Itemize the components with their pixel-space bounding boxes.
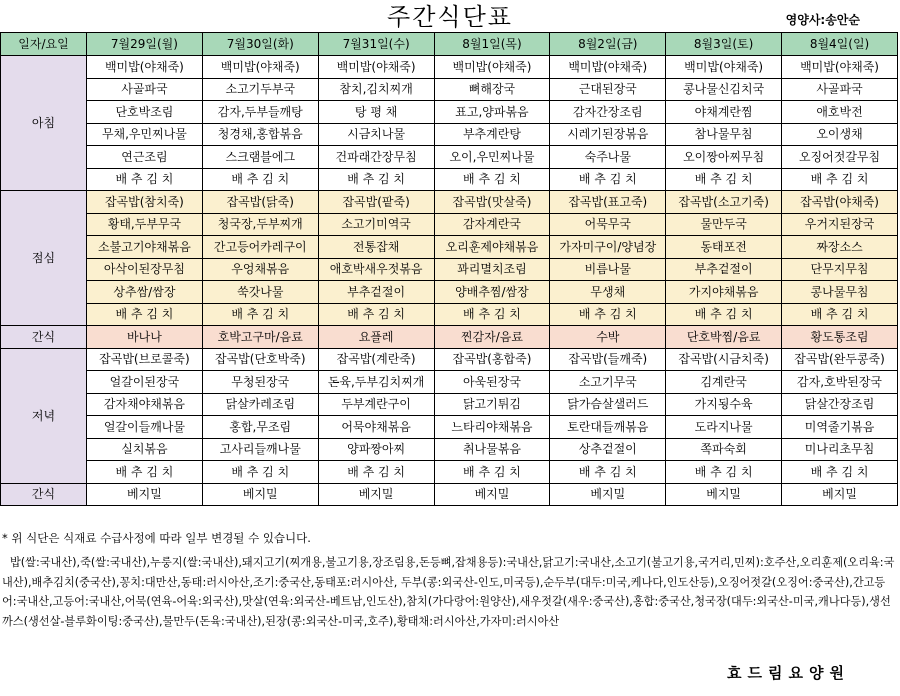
menu-cell: 베지밀 — [318, 483, 434, 506]
menu-cell: 어묵무국 — [550, 213, 666, 236]
menu-cell: 바나나 — [87, 326, 203, 349]
origin-text: 밥(쌀:국내산),죽(쌀:국내산),누룽지(쌀:국내산),돼지고기(찌개용,불고기용,장조림용,돈등뼈,잡채용등):국내산,닭고기:국내산,소고기(불고기용,국거리,민찌):호주산,오리훈제(오리육:국내산),배추김치(중국산),꽁치:대만산,동태:러시아산,조기:중국산,동태포:러시아산, 두부(콩:외국산-인도,미국등),순두부(대두:미국,케나다,인도산등),오징어젓갈(오징어:중국산),간고등어:국내산,고등어:국내산,어묵(연육-어육:외국산),맛살(연육:외국산-베트남,인도산),참치(가다랑어:원양산),새우젓갈(새우:중국산),홍합:중국산,청국장(대두:외국산-미국,캐나다등),생선까스(생선살-블루화이팅:중국산),물만두(돈육:국내산),된장(콩:외국산-미국,호주),황태채:러시아산,가자미:러시아산 — [2, 556, 895, 628]
menu-cell: 배 추 김 치 — [782, 168, 898, 191]
header-cell: 7월29일(월) — [87, 33, 203, 56]
menu-cell: 아삭이된장무침 — [87, 258, 203, 281]
menu-cell: 표고,양파볶음 — [434, 101, 550, 124]
menu-cell: 꽈리멸치조림 — [434, 258, 550, 281]
menu-cell: 잡곡밥(단호박죽) — [202, 348, 318, 371]
menu-cell: 오이,우민찌나물 — [434, 146, 550, 169]
menu-cell: 배 추 김 치 — [550, 303, 666, 326]
menu-cell: 아욱된장국 — [434, 371, 550, 394]
menu-cell: 황태,두부무국 — [87, 213, 203, 236]
menu-cell: 배 추 김 치 — [550, 461, 666, 484]
menu-row — [1, 303, 898, 326]
menu-cell: 배 추 김 치 — [318, 461, 434, 484]
menu-cell: 소고기두부국 — [202, 78, 318, 101]
menu-row — [1, 416, 898, 439]
meal-label: 점심 — [1, 191, 87, 326]
menu-row — [1, 78, 898, 101]
menu-cell: 백미밥(야채죽) — [782, 56, 898, 79]
menu-cell: 얼갈이된장국 — [87, 371, 203, 394]
menu-cell: 부추겉절이 — [666, 258, 782, 281]
menu-cell: 가자미구이/양념장 — [550, 236, 666, 259]
menu-cell: 잡곡밥(완두콩죽) — [782, 348, 898, 371]
menu-cell: 청경채,홍합볶음 — [202, 123, 318, 146]
menu-cell: 잡곡밥(홍합죽) — [434, 348, 550, 371]
menu-cell: 잡곡밥(브로콜죽) — [87, 348, 203, 371]
menu-cell: 요플레 — [318, 326, 434, 349]
menu-cell: 잡곡밥(시금치죽) — [666, 348, 782, 371]
page-title: 주간식단표 — [387, 3, 513, 31]
menu-cell: 감자,두부들깨탕 — [202, 101, 318, 124]
menu-row — [1, 348, 898, 371]
menu-cell: 탕 평 채 — [318, 101, 434, 124]
menu-cell: 배 추 김 치 — [318, 303, 434, 326]
header-cell: 8월1일(목) — [434, 33, 550, 56]
menu-cell: 얼갈이들깨나물 — [87, 416, 203, 439]
menu-cell: 고사리들깨나물 — [202, 438, 318, 461]
menu-cell: 소고기미역국 — [318, 213, 434, 236]
menu-cell: 소불고기야채볶음 — [87, 236, 203, 259]
meal-label: 저녁 — [1, 348, 87, 483]
menu-cell: 근대된장국 — [550, 78, 666, 101]
menu-cell: 동태포전 — [666, 236, 782, 259]
menu-cell: 잡곡밥(들깨죽) — [550, 348, 666, 371]
menu-cell: 가지됭수육 — [666, 393, 782, 416]
menu-cell: 우거지된장국 — [782, 213, 898, 236]
menu-cell: 백미밥(야채죽) — [434, 56, 550, 79]
menu-row — [1, 168, 898, 191]
menu-cell: 토란대들깨볶음 — [550, 416, 666, 439]
menu-cell: 부추계란탕 — [434, 123, 550, 146]
menu-cell: 사골파국 — [87, 78, 203, 101]
menu-cell: 양배추찜/쌈장 — [434, 281, 550, 304]
menu-cell: 뼈해장국 — [434, 78, 550, 101]
menu-row — [1, 371, 898, 394]
menu-cell: 배 추 김 치 — [434, 303, 550, 326]
menu-cell: 청국장,두부찌개 — [202, 213, 318, 236]
menu-cell: 야채계란찜 — [666, 101, 782, 124]
menu-cell: 숙주나물 — [550, 146, 666, 169]
menu-cell: 베지밀 — [434, 483, 550, 506]
menu-cell: 배 추 김 치 — [202, 168, 318, 191]
menu-cell: 간고등어카레구이 — [202, 236, 318, 259]
menu-cell: 느타리야채볶음 — [434, 416, 550, 439]
menu-cell: 비름나물 — [550, 258, 666, 281]
menu-cell: 소고기무국 — [550, 371, 666, 394]
header-cell: 7월31일(수) — [318, 33, 434, 56]
menu-cell: 무생채 — [550, 281, 666, 304]
menu-cell: 단호박찜/음료 — [666, 326, 782, 349]
menu-cell: 짜장소스 — [782, 236, 898, 259]
menu-cell: 상추쌈/쌈장 — [87, 281, 203, 304]
menu-cell: 잡곡밥(계란죽) — [318, 348, 434, 371]
menu-cell: 백미밥(야채죽) — [87, 56, 203, 79]
menu-row — [1, 393, 898, 416]
menu-cell: 닭고기튀김 — [434, 393, 550, 416]
menu-cell: 잡곡밥(팥죽) — [318, 191, 434, 214]
menu-cell: 베지밀 — [782, 483, 898, 506]
menu-cell: 가지야채볶음 — [666, 281, 782, 304]
menu-cell: 콩나물신김치국 — [666, 78, 782, 101]
menu-row — [1, 101, 898, 124]
menu-row — [1, 236, 898, 259]
menu-cell: 건파래간장무침 — [318, 146, 434, 169]
menu-cell: 베지밀 — [550, 483, 666, 506]
menu-cell: 배 추 김 치 — [434, 168, 550, 191]
menu-cell: 배 추 김 치 — [666, 303, 782, 326]
menu-cell: 찐감자/음료 — [434, 326, 550, 349]
menu-cell: 단호박조림 — [87, 101, 203, 124]
menu-cell: 배 추 김 치 — [87, 168, 203, 191]
header-cell: 일자/요일 — [1, 33, 87, 56]
menu-cell: 어묵야채볶음 — [318, 416, 434, 439]
menu-cell: 감자계란국 — [434, 213, 550, 236]
menu-cell: 오리훈제야채볶음 — [434, 236, 550, 259]
menu-row — [1, 123, 898, 146]
menu-cell: 시레기된장볶음 — [550, 123, 666, 146]
menu-cell: 연근조림 — [87, 146, 203, 169]
menu-row — [1, 146, 898, 169]
menu-cell: 닭살간장조림 — [782, 393, 898, 416]
menu-cell: 닭살카레조림 — [202, 393, 318, 416]
menu-cell: 감자채야채볶음 — [87, 393, 203, 416]
meal-label: 간식 — [1, 326, 87, 349]
menu-cell: 배 추 김 치 — [782, 461, 898, 484]
menu-cell: 상추겉절이 — [550, 438, 666, 461]
menu-cell: 감자,호박된장국 — [782, 371, 898, 394]
menu-cell: 콩나물무침 — [782, 281, 898, 304]
menu-cell: 미역줄기볶음 — [782, 416, 898, 439]
menu-cell: 단무지무침 — [782, 258, 898, 281]
menu-cell: 두부계란구이 — [318, 393, 434, 416]
menu-cell: 호박고구마/음료 — [202, 326, 318, 349]
menu-cell: 배 추 김 치 — [202, 303, 318, 326]
menu-row — [1, 326, 898, 349]
menu-cell: 전통잡채 — [318, 236, 434, 259]
meal-label: 간식 — [1, 483, 87, 506]
menu-row — [1, 483, 898, 506]
menu-cell: 배 추 김 치 — [87, 303, 203, 326]
menu-cell: 참나물무침 — [666, 123, 782, 146]
menu-cell: 백미밥(야채죽) — [666, 56, 782, 79]
menu-cell: 백미밥(야채죽) — [202, 56, 318, 79]
menu-cell: 미나리초무침 — [782, 438, 898, 461]
menu-cell: 도라지나물 — [666, 416, 782, 439]
menu-cell: 홍합,무조림 — [202, 416, 318, 439]
menu-cell: 무청된장국 — [202, 371, 318, 394]
menu-cell: 돈육,두부김치찌개 — [318, 371, 434, 394]
facility-name: 효드림요양원 — [727, 664, 850, 682]
header-cell: 8월2일(금) — [550, 33, 666, 56]
menu-cell: 백미밥(야채죽) — [550, 56, 666, 79]
weekly-menu-table — [0, 32, 898, 506]
header-row — [1, 33, 898, 56]
menu-cell: 배 추 김 치 — [318, 168, 434, 191]
menu-cell: 베지밀 — [202, 483, 318, 506]
menu-cell: 배 추 김 치 — [550, 168, 666, 191]
menu-row — [1, 461, 898, 484]
menu-cell: 오이짱아찌무침 — [666, 146, 782, 169]
menu-cell: 김계란국 — [666, 371, 782, 394]
menu-row — [1, 258, 898, 281]
menu-cell: 배 추 김 치 — [666, 168, 782, 191]
menu-row — [1, 281, 898, 304]
header-cell: 7월30일(화) — [202, 33, 318, 56]
menu-cell: 잡곡밥(닭죽) — [202, 191, 318, 214]
menu-cell: 닭가슴살샐러드 — [550, 393, 666, 416]
menu-cell: 무채,우민찌나물 — [87, 123, 203, 146]
menu-cell: 애호박새우젓볶음 — [318, 258, 434, 281]
menu-cell: 취나물볶음 — [434, 438, 550, 461]
menu-cell: 사골파국 — [782, 78, 898, 101]
menu-row — [1, 438, 898, 461]
menu-cell: 우엉채볶음 — [202, 258, 318, 281]
menu-cell: 잡곡밥(맛살죽) — [434, 191, 550, 214]
menu-cell: 베지밀 — [666, 483, 782, 506]
menu-cell: 백미밥(야채죽) — [318, 56, 434, 79]
menu-cell: 실치볶음 — [87, 438, 203, 461]
menu-row — [1, 213, 898, 236]
menu-cell: 물만두국 — [666, 213, 782, 236]
menu-cell: 잡곡밥(야채죽) — [782, 191, 898, 214]
notice-text: * 위 식단은 식재료 수급사정에 따라 일부 변경될 수 있습니다. — [2, 531, 311, 545]
menu-cell: 잡곡밥(참치죽) — [87, 191, 203, 214]
menu-cell: 오징어젓갈무침 — [782, 146, 898, 169]
menu-cell: 쑥갓나물 — [202, 281, 318, 304]
menu-cell: 배 추 김 치 — [87, 461, 203, 484]
menu-cell: 배 추 김 치 — [666, 461, 782, 484]
nutritionist-label: 영양사:송안순 — [785, 13, 860, 27]
menu-cell: 배 추 김 치 — [202, 461, 318, 484]
menu-cell: 잡곡밥(표고죽) — [550, 191, 666, 214]
menu-cell: 배 추 김 치 — [782, 303, 898, 326]
header-cell: 8월3일(토) — [666, 33, 782, 56]
menu-cell: 베지밀 — [87, 483, 203, 506]
menu-cell: 수박 — [550, 326, 666, 349]
menu-cell: 스크램블에그 — [202, 146, 318, 169]
menu-cell: 양파짱아찌 — [318, 438, 434, 461]
meal-label: 아침 — [1, 56, 87, 191]
menu-cell: 잡곡밥(소고기죽) — [666, 191, 782, 214]
menu-row — [1, 56, 898, 79]
menu-cell: 시금치나물 — [318, 123, 434, 146]
menu-cell: 참치,김치찌개 — [318, 78, 434, 101]
menu-cell: 배 추 김 치 — [434, 461, 550, 484]
menu-cell: 부추겉절이 — [318, 281, 434, 304]
menu-cell: 황도통조림 — [782, 326, 898, 349]
menu-cell: 감자간장조림 — [550, 101, 666, 124]
menu-row — [1, 191, 898, 214]
menu-cell: 애호박전 — [782, 101, 898, 124]
menu-cell: 오이생채 — [782, 123, 898, 146]
menu-cell: 쪽파숙회 — [666, 438, 782, 461]
header-cell: 8월4일(일) — [782, 33, 898, 56]
